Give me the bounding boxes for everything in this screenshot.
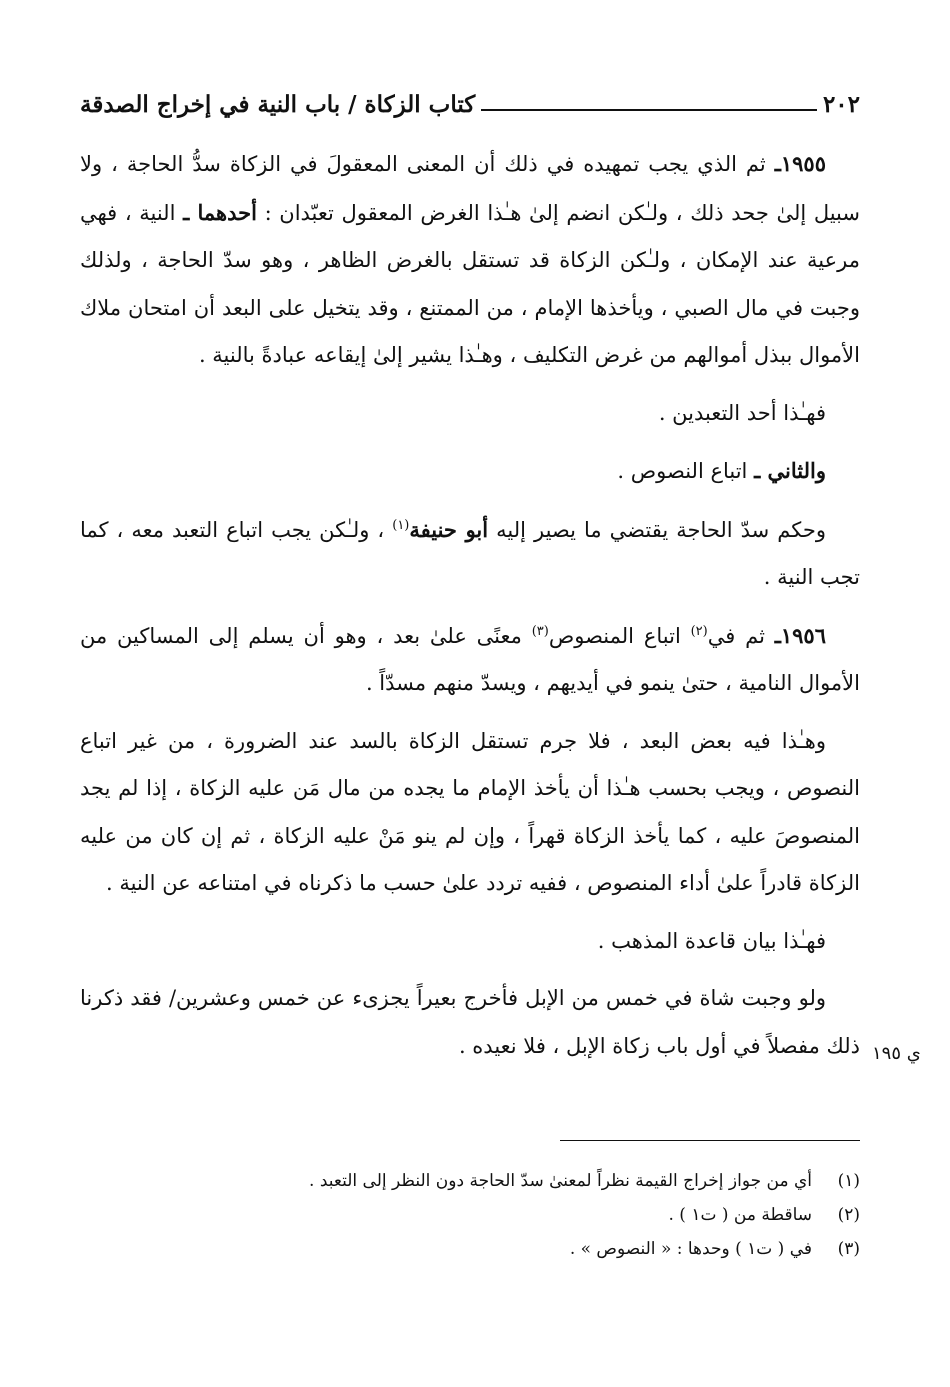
bold-name: أبو حنيفة bbox=[409, 516, 489, 542]
footnote-text: أي من جواز إخراج القيمة نظراً لمعنىٰ سدّ الحاجة دون النظر إلى التعبد . bbox=[309, 1171, 812, 1191]
bold-term: والثاني ـ bbox=[754, 458, 826, 483]
paragraph-second bbox=[80, 447, 860, 496]
footnote bbox=[80, 1198, 860, 1232]
footnote-text: في ( ت١ ) وحدها : « النصوص » . bbox=[569, 1239, 812, 1259]
manuscript-margin-note: ي ١٩٥ bbox=[872, 1043, 921, 1064]
paragraph-distance: وهـٰذا فيه بعض البعد ، فلا جرم تستقل الزكاة بالسد عند الضرورة ، من غير اتباع النصوص ، ويجب بحسب هـٰذا أن يأخذ الإمام ما يجده من مال مَن عليه الزكاة ، إذا لم يجد المنصوصَ عليه ، كما يأخذ الزكاة قهراً ، وإن لم ينو مَنْ عليه الزكاة ، ثم إن كان من عليه الزكاة قادراً علىٰ أداء المنصوص ، ففيه تردد علىٰ حسب ما ذكرناه في امتناعه عن النية . bbox=[80, 728, 860, 895]
paragraph-text: اتباع النصوص . bbox=[617, 459, 755, 483]
main-text bbox=[80, 140, 860, 1070]
footnotes bbox=[80, 1164, 860, 1266]
paragraph-text: النية ، فهي مرعية عند الإمكان ، ولـٰكن الزكاة قد تستقل بالغرض الظاهر ، وهو سدّ الحاجة ، ولذلك وجبت في مال الصبي ، ويأخذها الإمام ، من الممتنع ، وقد يتخيل على البعد أن امتحان ملاك الأموال ببذل أموالهم من غرض التكليف ، وهـٰذا يشير إلىٰ إيقاعه عبادةً بالنية . bbox=[80, 200, 860, 367]
paragraph-text: ثم في bbox=[707, 623, 775, 648]
footnote bbox=[80, 1164, 860, 1198]
page-number: ٢٠٢ bbox=[822, 91, 860, 118]
paragraph-number: ١٩٥٥ـ bbox=[774, 151, 826, 176]
footnote-number: (٣) bbox=[837, 1239, 860, 1259]
footnote-ref[interactable]: (٢) bbox=[690, 623, 708, 639]
paragraph-first-devotion: فهـٰذا أحد التعبدين . bbox=[658, 400, 826, 425]
paragraph-rule: فهـٰذا بيان قاعدة المذهب . bbox=[597, 928, 826, 953]
running-title: كتاب الزكاة / باب النية في إخراج الصدقة bbox=[80, 91, 476, 118]
paragraph-text: ، ولـٰكن يجب اتباع التعبد معه ، كما تجب النية . bbox=[80, 517, 860, 589]
footnote-rule bbox=[560, 1140, 860, 1141]
paragraph-text: معنًى علىٰ بعد ، وهو أن يسلم إلى المساكين من الأموال النامية ، حتىٰ ينمو في أيديهم ، ويسدّ منهم مسدّاً . bbox=[80, 623, 860, 695]
header-rule bbox=[481, 109, 817, 111]
footnote-ref[interactable]: (١) bbox=[392, 517, 410, 533]
paragraph-text: ثم الذي يجب تمهيده في ذلك أن المعنى المعقولَ في الزكاة سدُّ الحاجة ، ولا سبيل إلىٰ جحد ذلك ، ولـٰكن انضم إلىٰ هـٰذا الغرض المعقول تعبّدان : bbox=[80, 152, 860, 225]
bold-term: أحدهما ـ bbox=[183, 199, 257, 225]
paragraph-1956 bbox=[80, 612, 860, 708]
paragraph-camels: ولو وجبت شاة في خمس من الإبل فأخرج بعيراً يجزىء عن خمس وعشرين/ فقد ذكرنا ذلك مفصلاً في أول باب زكاة الإبل ، فلا نعيده . bbox=[80, 986, 860, 1058]
footnote-text: ساقطة من ( ت١ ) . bbox=[668, 1205, 812, 1225]
paragraph-text: وحكم سدّ الحاجة يقتضي ما يصير إليه bbox=[488, 517, 826, 542]
page-header bbox=[80, 78, 860, 118]
footnote-number: (١) bbox=[837, 1171, 860, 1191]
footnote bbox=[80, 1232, 860, 1266]
paragraph-text: اتباع المنصوص bbox=[548, 623, 691, 648]
footnote-ref[interactable]: (٣) bbox=[531, 623, 549, 639]
paragraph-1955 bbox=[80, 140, 860, 380]
paragraph-need bbox=[80, 506, 860, 602]
footnote-number: (٢) bbox=[837, 1205, 860, 1225]
paragraph-number: ١٩٥٦ـ bbox=[774, 622, 826, 648]
